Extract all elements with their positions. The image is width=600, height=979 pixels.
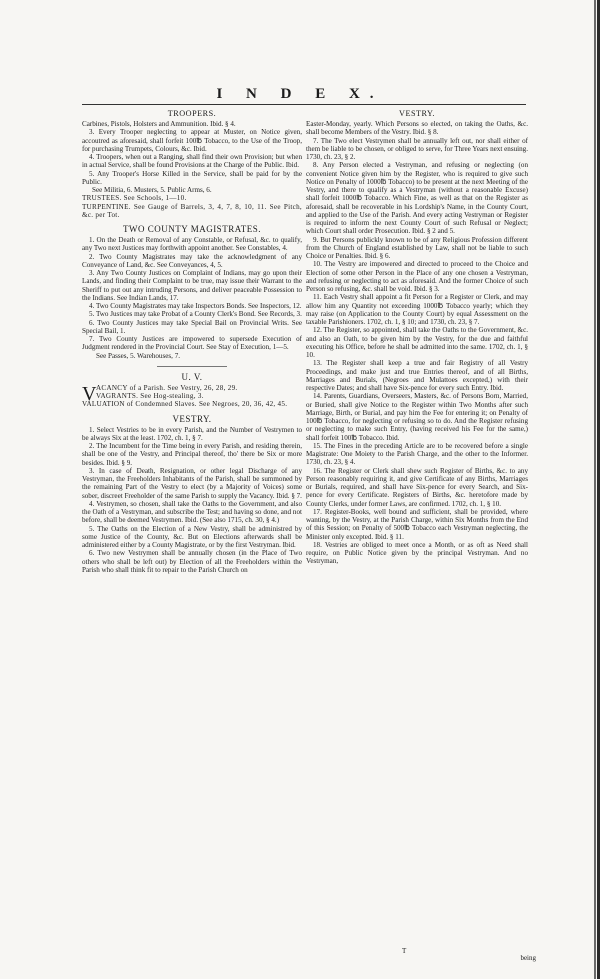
magistrates-see-also: See Passes, 5. Warehouses, 7. [96, 351, 181, 360]
vestry-entry: 1. Select Vestries to be in every Parish, and the Number of Vestrymen to be always Six at the least. 1702, ch. 1, § 7. [82, 425, 302, 442]
magistrates-entry: 4. Two County Magistrates may take Inspectors Bonds. See Inspectors, 12. [89, 302, 302, 310]
section-heading-troopers: TROOPERS. [167, 109, 217, 118]
magistrates-entry: 5. Two Justices may take Probat of a County Clerk's Bond. See Records, 3. [89, 310, 302, 319]
vacancy-entry: ACANCY of a Parish. See Vestry, 26, 28, 29. [96, 383, 238, 392]
vestry-entry: 17. Register-Books, well bound and sufficient, shall be provided, where wanting, by the Vestry, at the Parish Charge, within Six Months from the End of this Session; on Penalty of 500℔ Tobacco each Vestryman neglecting, the Minister only excepted. Ibid. § 11. [306, 507, 528, 541]
vestry-entry: 18. Vestries are obliged to meet once a Month, or as oft as Need shall require, on Public Notice given by the principal Vestryman. And no Vestryman, [306, 540, 528, 566]
section-heading-magistrates: TWO COUNTY MAGISTRATES. [123, 224, 261, 234]
section-divider [157, 366, 227, 367]
trustees-entry: TRUSTEES. See Schools, 1—10. [82, 194, 187, 203]
scan-edge [594, 0, 596, 979]
vestry-entry: 16. The Register or Clerk shall shew such Register of Births, &c. to any Person reasonably requiring it, and give Certificate of any Births, Marriages or Burials, required, and shall have Six-pence for every Search, and Six-pence for every Certificate. Registers of Births, &c. heretofore made by County Clerks, under former Laws, are confirmed. 1702, ch. 1, § 10. [306, 466, 528, 508]
right-column [306, 107, 528, 566]
troopers-entry: 4. Troopers, when out a Ranging, shall find their own Provision; but when in actual Service, shall be found Provisions at the Charge of the Public. Ibid. [82, 153, 302, 170]
vestry-entry: 14. Parents, Guardians, Overseers, Masters, &c. of Persons Born, Married, or Buried, shall give Notice to the Register within Two Months after such Marriage, Birth, or Burial, and pay him the Fee for entering it; on Penalty of 100℔ Tobacco, for neglecting or refusing so to do. And the Register refusing or neglecting to make such Entry, (having received his Fee for the same,) shall forfeit 100℔ Tobacco. Ibid. [306, 392, 528, 442]
vestry-entry: 2. The Incumbent for the Time being in every Parish, and residing therein, shall be one of the Vestry, and Principal thereof, tho' there be Six or more besides. Ibid. § 9. [82, 442, 302, 467]
catchword: being [520, 954, 536, 962]
vestry-entry: 11. Each Vestry shall appoint a fit Person for a Register or Clerk, and may allow him any Quantity not exceeding 1000℔ Tobacco yearly; which they may raise (on Application to the County Court) by equal Assessment on the taxable Parishioners. 1702, ch. 1, § 10; and 1730, ch. 23, § 7. [306, 293, 528, 326]
magistrates-entry: 3. Any Two County Justices on Complaint of Indians, may go upon their Lands, and finding their Complaint to be true, may issue their Warrant to the Sheriff to put out any intruding Persons, and deliver peaceable Possession to the Indians. See Indian Lands, 17. [82, 269, 302, 302]
vestry-entry: 9. But Persons publickly known to be of any Religious Profession different from the Church of England established by Law, shall not be liable to such Choice or Penalties. Ibid. § 6. [306, 235, 528, 260]
vestry-entry: 15. The Fines in the preceding Article are to be recovered before a single Magistrate: One Moiety to the Parish Charge, and the other to the Informer. 1730, ch. 23, § 4. [306, 441, 528, 467]
vestry-entry: 6. Two new Vestrymen shall be annually chosen (in the Place of Two others who shall be left out) by Election of all the Freeholders within the Parish who shall think fit to repair to the Parish Church on [82, 549, 302, 574]
troopers-entry: 3. Every Trooper neglecting to appear at Muster, on Notice given, accoutred as aforesaid, shall forfeit 100℔ Tobacco, to the Use of the Troop, for purchasing Trumpets, Colours, &c. Ibid. [82, 128, 302, 153]
troopers-entry: 5. Any Trooper's Horse Killed in the Service, shall be paid for by the Public. [82, 169, 302, 186]
vestry-entry: 12. The Register, so appointed, shall take the Oaths to the Government, &c. and also an Oath, to be given him by the Vestry, for the due and faithful executing his Office, before he shall be admitted into the same. 1702, ch. 1, § 10. [306, 326, 528, 359]
drop-cap: V [82, 382, 97, 405]
magistrates-entry: 1. On the Death or Removal of any Constable, or Refusal, &c. to qualify, any Two next Justices may forthwith appoint another. See Constables, 4. [82, 236, 302, 253]
vestry-entry: 5. The Oaths on the Election of a New Vestry, shall be administred by some Justice of the County, &c. But on Elections afterwards shall be administered either by a County Magistrate, or by the first Vestryman. Ibid. [82, 524, 302, 549]
troopers-entry: Carbines, Pistols, Holsters and Ammunition. Ibid. § 4. [82, 120, 236, 128]
vagrants-entry: VAGRANTS. See Hog-stealing, 3. [96, 392, 204, 400]
vestry-entry: 10. The Vestry are impowered and directed to proceed to the Choice and Election of some other Person in the Place of any one chosen a Vestryman, and refusing or neglecting to act as aforesaid. And the former Choice of such Person so refusing, &c. shall be void. Ibid. § 3. [306, 260, 528, 293]
magistrates-entry: 2. Two County Magistrates may take the acknowledgment of any Conveyance of Land, &c. See Conveyances, 4, 5. [82, 252, 302, 269]
vestry-entry: 8. Any Person elected a Vestryman, and refusing or neglecting (on convenient Notice given him by the Register, who is required to give such Notice on Penalty of 1000℔ Tobacco) to be present at the next Meeting of the Vestry, and there to qualify as a Vestryman (without a reasonable Excuse) shall forfeit 1000℔ Tobacco. Which Fine, as well as that on the Register as aforesaid, shall be recoverable in his Lordship's Name, in the County Court, and applied to the Use of the Parish. And every acting Vestryman or Register is required to inform the next County Court of such Refusal or Neglect; which Court shall order Prosecution. Ibid. § 2 and 5. [306, 161, 528, 236]
magistrates-entry: 7. Two County Justices are impowered to supersede Execution of Judgment rendered in the Provincial Court. See Stay of Execution, 1—5. [82, 335, 302, 352]
valuation-entry: VALUATION of Condemned Slaves. See Negroes, 20, 36, 42, 45. [82, 400, 288, 409]
vestry-entry: 13. The Register shall keep a true and fair Registry of all Vestry Proceedings, and make just and true Entries thereof, and of all Births, Marriages and Burials, (Negroes and Mulattoes excepted,) with their respective Dates; and shall have Six-pence for every such Entry. Ibid. [306, 359, 528, 392]
troopers-see-also: See Militia, 6. Musters, 5. Public Arms, 6. [92, 186, 212, 194]
magistrates-entry: 6. Two County Justices may take Special Bail on Provincial Writs. See Special Bail, 1. [82, 318, 302, 335]
page-title: I N D E X. [216, 86, 384, 102]
signature-mark: T [402, 947, 407, 955]
vestry-entry: 4. Vestrymen, so chosen, shall take the Oaths to the Government, and also the Oath of a Vestryman, and subscribe the Test; and having so done, and not before, shall be deemed Vestrymen. Ibid. (See also 1715, ch. 30, § 4.) [82, 499, 302, 525]
vestry-entry: 3. In case of Death, Resignation, or other legal Discharge of any Vestryman, the Freeholders Inhabitants of the Parish, shall be summoned by the remaining Part of the Vestry to elect (by a Majority of Voices) some sober, discreet Freeholder of the same Parish to supply the Vacancy. Ibid. § 7. [82, 466, 302, 500]
turpentine-entry: TURPENTINE. See Gauge of Barrels, 3, 4, 7, 8, 10, 11. See Pitch, &c. per Tot. [82, 202, 302, 219]
header-rule [82, 104, 526, 105]
left-column [82, 107, 302, 574]
vestry-continuation: Easter-Monday, yearly. Which Persons so elected, on taking the Oaths, &c. shall become Members of the Vestry. Ibid. § 8. [306, 120, 528, 137]
vestry-entry: 7. The Two elect Vestrymen shall be annually left out, nor shall either of them be liable to be chosen, or obliged to serve, for Three Years next ensuing. 1730, ch. 23, § 2. [306, 136, 528, 161]
section-heading-vestry-cont: VESTRY. [399, 109, 435, 118]
section-heading-uv: U. V. [181, 371, 203, 382]
section-heading-vestry: VESTRY. [172, 413, 212, 424]
